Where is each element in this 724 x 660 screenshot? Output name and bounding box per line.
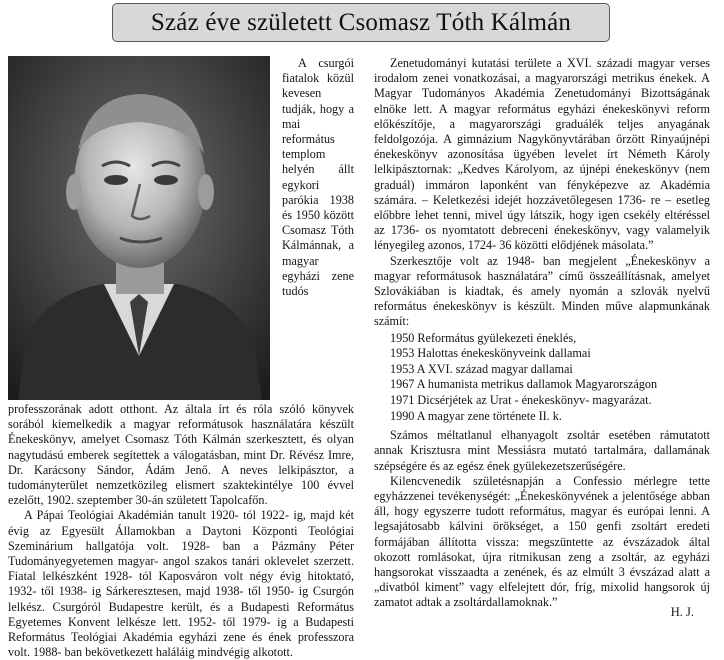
works-item: 1971 Dicsérjétek az Urat - énekeskönyv- magyarázat. xyxy=(390,393,652,408)
works-item: 1953 A XVI. század magyar dallamai xyxy=(390,361,573,376)
works-item: 1953 Halottas énekeskönyveink dallamai xyxy=(390,346,591,361)
portrait-image xyxy=(8,56,270,400)
article-title: Száz éve született Csomasz Tóth Kálmán xyxy=(150,8,572,36)
biography-intro: A csurgói fiatalok közül kevesen tudják, hogy a mai református templom helyén állt egykori parókia 1938 és 1950 között Csomasz Tóth Kálmánnak, a magyar egyházi zene tudós professzorának adott otthont. Az általa írt és róla szóló könyvek sorából kiemelkedik a magyar reformátusok használatára készült Énekeskönyv, amelyet Csomasz Tóth Kálmán szerkesztett, és olyan nagytudású emberek segítettek a válogatásban, mint Dr. Révész Imre, Dr. Karácsony Sándor, Ádám Jenő. A neves lelkipásztor, a tudományterület nemzetközileg elismert szaktekintélye 100 évvel ezelőtt, 1902. szeptember 30-án született Tapolcafőn. xyxy=(8,56,354,508)
left-column xyxy=(8,56,354,660)
right-column xyxy=(374,56,710,611)
hymnbook-paragraph: Szerkesztője volt az 1948- ban megjelent „Énekeskönyv a magyar reformátusok használatára” című összeállításnak, amelyet Szlovákiában is kiadtak, és amely nyomán a szlovák nyelvű református énekeskönyv is készült. Minden műve alapmunkának számít: xyxy=(374,253,710,329)
portrait-photo xyxy=(8,56,270,400)
works-item: 1967 A humanista metrikus dallamok Magyarországon xyxy=(390,377,658,392)
title-banner xyxy=(112,3,610,42)
works-item: 1990 A magyar zene története II. k. xyxy=(390,408,562,423)
works-list xyxy=(390,331,710,425)
biography-career: A Pápai Teológiai Akadémián tanult 1920- tól 1922- ig, majd két évig az Egyesült Államokban a Daytoni Központi Teológiai Szeminárium hallgatója volt. 1928- ban a Pázmány Péter Tudományegyetemen magyar- angol szakos tanári oklevelet szerzett. Fiatal lelkészként 1928- tól Kaposváron volt négy évig hitoktató, 1932- től 1938- ig Sárkeresztesen, majd 1938- től 1950- ig Csurgón lelkész. Csurgóról Budapestre került, és a Budapesti Református Egyetemes Konvent lelkésze lett. 1952- től 1979- ig a Budapesti Református Teológiai Akadémia egyházi zene és ének professzora volt. 1988- ban bekövetkezett haláláig mindvégig alkotott. xyxy=(8,508,354,660)
research-paragraph: Zenetudományi kutatási területe a XVI. századi magyar verses irodalom zenei vonatkozásai, a magyarországi metrikus énekek. A Magyar Tudományos Akadémia Zenetudományi Bizottságának elnöke lett. A magyar református egyházi énekeskönyvi reform előkészítője, a magyarországi graduálék teljes anyagának feldolgozója. A gimnázium Nagykönyvtárában őrzött Rinyaújnépi énekeskönyv azonosítása ügyében levelet írt Németh Károly lelkipásztornak: „Kedves Károlyom, az újnépi énekeskönyv (nem graduál) immáron laponként van fényképezve az Akadémia számára. – Keletkezési idejét hozzávetőlegesen 1736- re – esetleg előbbre lehet tenni, mivel úgy látszik, hogy igen csekély eltéréssel az 1736- os nyomtatott debreceni énekeskönyv, vagy valamelyik lényegileg azonos, 1724- 36 közötti elődjének másolata.” xyxy=(374,56,710,253)
psalm-paragraph: Számos méltatlanul elhanyagolt zsoltár esetében rámutatott annak Krisztusra mint Messiásra mutató tartalmára, dallamának szépségére és az egész ének gyülekezetszerűségére. xyxy=(374,428,710,473)
author-signature: H. J. xyxy=(670,605,694,619)
works-item: 1950 Református gyülekezeti éneklés, xyxy=(390,330,577,345)
confessio-paragraph: Kilencvenedik születésnapján a Confessio mérlegre tette egyházzenei tevékenységét: „Énekeskönyvének a jelentősége abban áll, hogy egyszerre tudott református, magyar és európai lenni. A legsajátosabb kálvini örökséget, a 150 genfi zsoltárt eredeti formájában állította vissza: megszüntette az évszázadok által okozott romlásokat, újra ritmikusan zeng a zsoltár, az egyházi hangsorokat visszaadta a zenének, és az elmúlt 3 évszázad alatt a „divatból kiment” vagy elfelejtett dór, fríg, mixolid hangsorok új zamatot adtak a zsoltárdallamoknak.” xyxy=(374,473,710,610)
